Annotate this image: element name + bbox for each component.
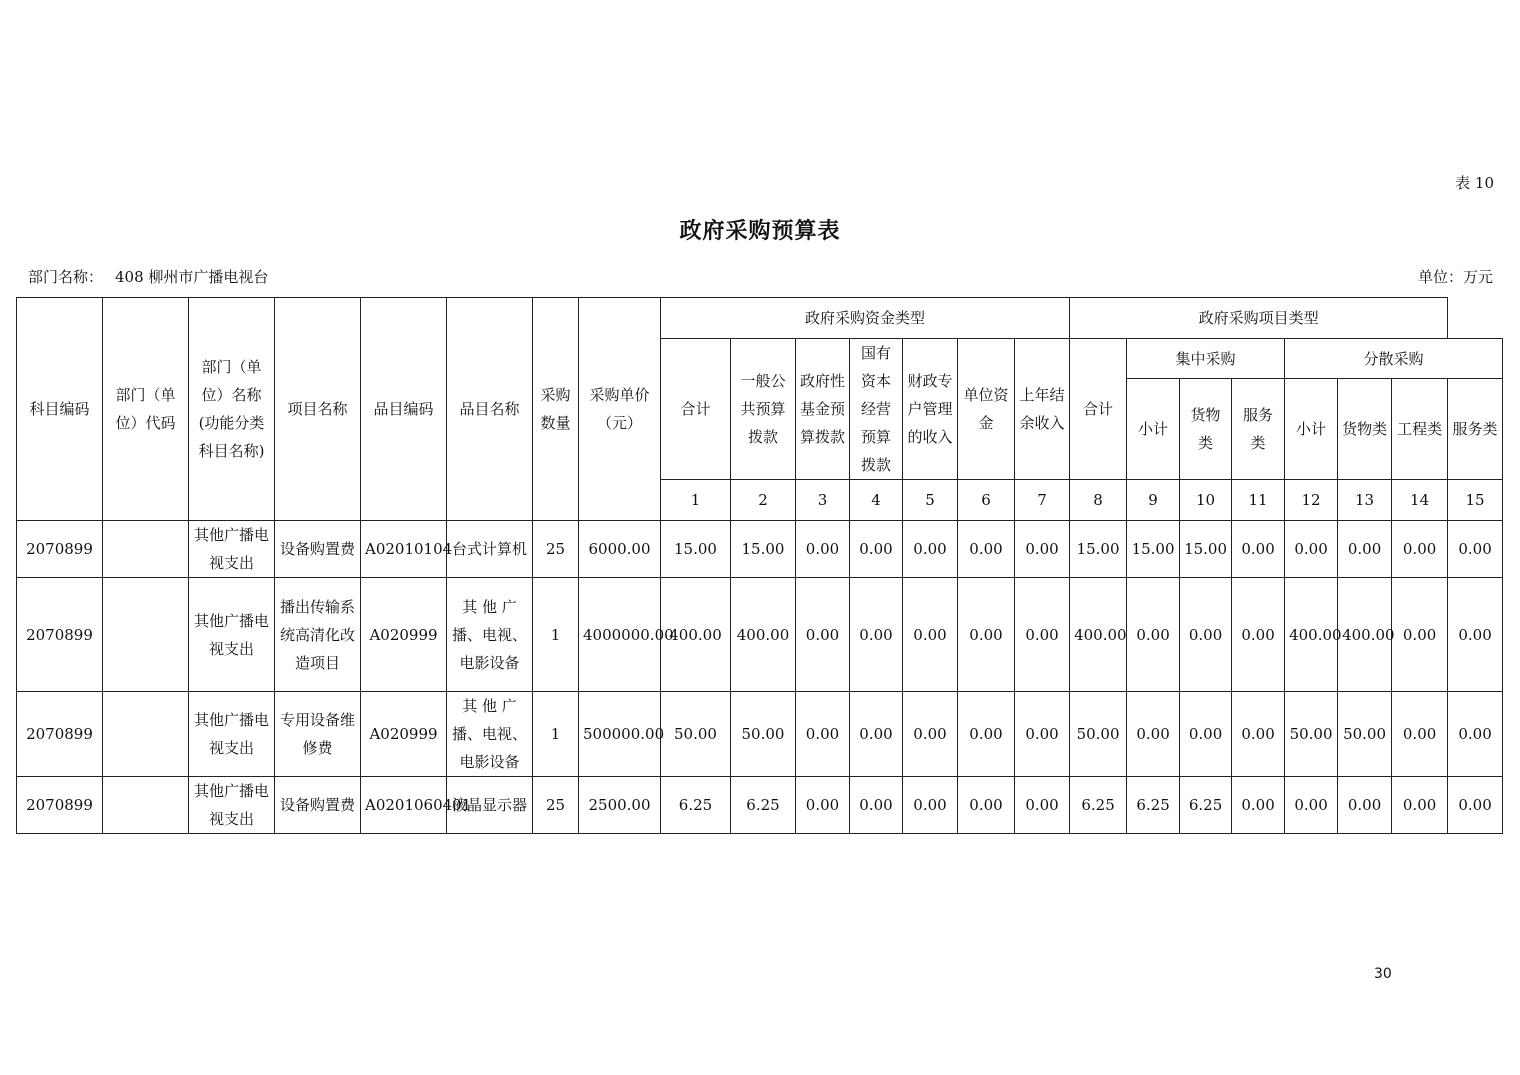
cell-value: 0.00	[850, 521, 903, 578]
cell-value: 0.00	[903, 692, 958, 777]
cell-value: 0.00	[850, 692, 903, 777]
cell-item-name: 台式计算机	[447, 521, 533, 578]
header-fund-col: 一般公共预算拨款	[731, 339, 796, 480]
cell-value: 0.00	[1232, 578, 1285, 692]
cell-subject-code: 2070899	[17, 521, 103, 578]
col-number: 8	[1070, 480, 1127, 521]
header-proj-total: 合计	[1070, 339, 1127, 480]
col-number: 1	[661, 480, 731, 521]
header-fund-col: 合计	[661, 339, 731, 480]
cell-value: 400.00	[1285, 578, 1338, 692]
header-central-col: 服务类	[1232, 379, 1285, 480]
cell-dept-code	[103, 521, 189, 578]
col-number: 15	[1448, 480, 1503, 521]
cell-value: 0.00	[903, 521, 958, 578]
header-fund-col: 财政专户管理的收入	[903, 339, 958, 480]
header-quantity: 采购数量	[533, 298, 579, 521]
col-number: 14	[1392, 480, 1448, 521]
cell-value: 0.00	[1285, 777, 1338, 834]
unit-label: 单位：万元	[1417, 268, 1493, 286]
table-row	[17, 692, 1503, 777]
cell-value: 0.00	[1392, 777, 1448, 834]
cell-value: 0.00	[1127, 692, 1180, 777]
page-number: 30	[1374, 966, 1392, 982]
cell-value: 0.00	[958, 521, 1015, 578]
department-value: 408 柳州市广播电视台	[115, 268, 269, 286]
cell-subject-code: 2070899	[17, 578, 103, 692]
table-row	[17, 578, 1503, 692]
header-subject-code: 科目编码	[17, 298, 103, 521]
cell-item-code: A020999	[361, 578, 447, 692]
cell-quantity: 1	[533, 692, 579, 777]
cell-value: 0.00	[1338, 777, 1392, 834]
cell-dept-code	[103, 692, 189, 777]
cell-value: 400.00	[1338, 578, 1392, 692]
cell-dept-name: 其他广播电视支出	[189, 692, 275, 777]
cell-unit-price: 4000000.00	[579, 578, 661, 692]
header-central-col: 货物类	[1180, 379, 1232, 480]
cell-item-code: A0201060401	[361, 777, 447, 834]
header-item-name: 品目名称	[447, 298, 533, 521]
cell-dept-name: 其他广播电视支出	[189, 777, 275, 834]
cell-dept-name: 其他广播电视支出	[189, 521, 275, 578]
cell-item-code: A020999	[361, 692, 447, 777]
cell-project-name: 设备购置费	[275, 521, 361, 578]
cell-project-name: 设备购置费	[275, 777, 361, 834]
cell-value: 15.00	[661, 521, 731, 578]
cell-value: 0.00	[1127, 578, 1180, 692]
cell-value: 0.00	[903, 777, 958, 834]
cell-value: 0.00	[1015, 578, 1070, 692]
cell-quantity: 25	[533, 521, 579, 578]
cell-item-name: 其 他 广播、电视、电影设备	[447, 692, 533, 777]
header-fund-col: 上年结余收入	[1015, 339, 1070, 480]
col-number: 9	[1127, 480, 1180, 521]
procurement-budget-table	[16, 297, 1503, 834]
header-dispersed-col: 货物类	[1338, 379, 1392, 480]
col-number: 2	[731, 480, 796, 521]
cell-value: 0.00	[1232, 692, 1285, 777]
header-dispersed-col: 小计	[1285, 379, 1338, 480]
cell-value: 400.00	[1070, 578, 1127, 692]
header-fund-col: 国有资本经营预算拨款	[850, 339, 903, 480]
cell-value: 50.00	[1338, 692, 1392, 777]
cell-unit-price: 500000.00	[579, 692, 661, 777]
col-number: 3	[796, 480, 850, 521]
cell-value: 15.00	[1127, 521, 1180, 578]
table-header	[17, 298, 1503, 521]
header-dispersed-col: 服务类	[1448, 379, 1503, 480]
col-number: 11	[1232, 480, 1285, 521]
cell-value: 0.00	[1180, 692, 1232, 777]
cell-value: 0.00	[1392, 521, 1448, 578]
header-central-group: 集中采购	[1127, 339, 1285, 379]
cell-value: 0.00	[1392, 578, 1448, 692]
cell-value: 0.00	[958, 777, 1015, 834]
cell-value: 0.00	[1232, 521, 1285, 578]
header-central-col: 小计	[1127, 379, 1180, 480]
table-row	[17, 777, 1503, 834]
table-number: 表 10	[1455, 174, 1494, 192]
cell-value: 50.00	[731, 692, 796, 777]
cell-dept-name: 其他广播电视支出	[189, 578, 275, 692]
cell-value: 15.00	[1070, 521, 1127, 578]
cell-value: 0.00	[1232, 777, 1285, 834]
cell-project-name: 专用设备维修费	[275, 692, 361, 777]
cell-unit-price: 2500.00	[579, 777, 661, 834]
cell-value: 0.00	[903, 578, 958, 692]
header-dispersed-group: 分散采购	[1285, 339, 1503, 379]
cell-value: 0.00	[958, 578, 1015, 692]
cell-value: 6.25	[1127, 777, 1180, 834]
cell-value: 0.00	[1338, 521, 1392, 578]
cell-item-name: 其 他 广播、电视、电影设备	[447, 578, 533, 692]
col-number: 7	[1015, 480, 1070, 521]
cell-value: 0.00	[796, 521, 850, 578]
cell-value: 0.00	[1392, 692, 1448, 777]
cell-value: 0.00	[1180, 578, 1232, 692]
cell-dept-code	[103, 578, 189, 692]
cell-value: 6.25	[731, 777, 796, 834]
cell-unit-price: 6000.00	[579, 521, 661, 578]
cell-value: 0.00	[1015, 521, 1070, 578]
cell-value: 50.00	[1070, 692, 1127, 777]
header-dispersed-col: 工程类	[1392, 379, 1448, 480]
cell-value: 0.00	[796, 777, 850, 834]
cell-subject-code: 2070899	[17, 692, 103, 777]
header-item-code: 品目编码	[361, 298, 447, 521]
header-dept-code: 部门（单位）代码	[103, 298, 189, 521]
header-unit-price: 采购单价（元）	[579, 298, 661, 521]
page-title: 政府采购预算表	[679, 218, 841, 244]
cell-quantity: 1	[533, 578, 579, 692]
cell-value: 0.00	[796, 578, 850, 692]
cell-value: 50.00	[661, 692, 731, 777]
cell-value: 50.00	[1285, 692, 1338, 777]
cell-subject-code: 2070899	[17, 777, 103, 834]
table-body	[17, 521, 1503, 834]
col-number: 10	[1180, 480, 1232, 521]
header-fund-type-group: 政府采购资金类型	[661, 298, 1070, 339]
header-project-type-group: 政府采购项目类型	[1070, 298, 1448, 339]
cell-item-code: A02010104	[361, 521, 447, 578]
cell-value: 0.00	[1015, 777, 1070, 834]
cell-project-name: 播出传输系统高清化改造项目	[275, 578, 361, 692]
header-fund-col: 政府性基金预算拨款	[796, 339, 850, 480]
cell-quantity: 25	[533, 777, 579, 834]
cell-value: 0.00	[1448, 777, 1503, 834]
col-number: 13	[1338, 480, 1392, 521]
table-row	[17, 521, 1503, 578]
cell-value: 0.00	[1448, 521, 1503, 578]
header-project-name: 项目名称	[275, 298, 361, 521]
cell-value: 0.00	[850, 578, 903, 692]
cell-value: 15.00	[731, 521, 796, 578]
cell-dept-code	[103, 777, 189, 834]
cell-value: 15.00	[1180, 521, 1232, 578]
cell-value: 0.00	[796, 692, 850, 777]
cell-value: 6.25	[1070, 777, 1127, 834]
cell-value: 400.00	[661, 578, 731, 692]
department-line	[28, 266, 268, 287]
department-label: 部门名称：	[28, 268, 104, 286]
cell-value: 0.00	[850, 777, 903, 834]
cell-value: 6.25	[1180, 777, 1232, 834]
cell-value: 0.00	[1015, 692, 1070, 777]
col-number: 12	[1285, 480, 1338, 521]
col-number: 5	[903, 480, 958, 521]
col-number: 6	[958, 480, 1015, 521]
cell-value: 400.00	[731, 578, 796, 692]
col-number: 4	[850, 480, 903, 521]
cell-value: 0.00	[1448, 578, 1503, 692]
cell-value: 6.25	[661, 777, 731, 834]
header-dept-name: 部门（单位）名称(功能分类科目名称)	[189, 298, 275, 521]
cell-value: 0.00	[1285, 521, 1338, 578]
cell-value: 0.00	[958, 692, 1015, 777]
cell-item-name: 液晶显示器	[447, 777, 533, 834]
cell-value: 0.00	[1448, 692, 1503, 777]
header-fund-col: 单位资金	[958, 339, 1015, 480]
